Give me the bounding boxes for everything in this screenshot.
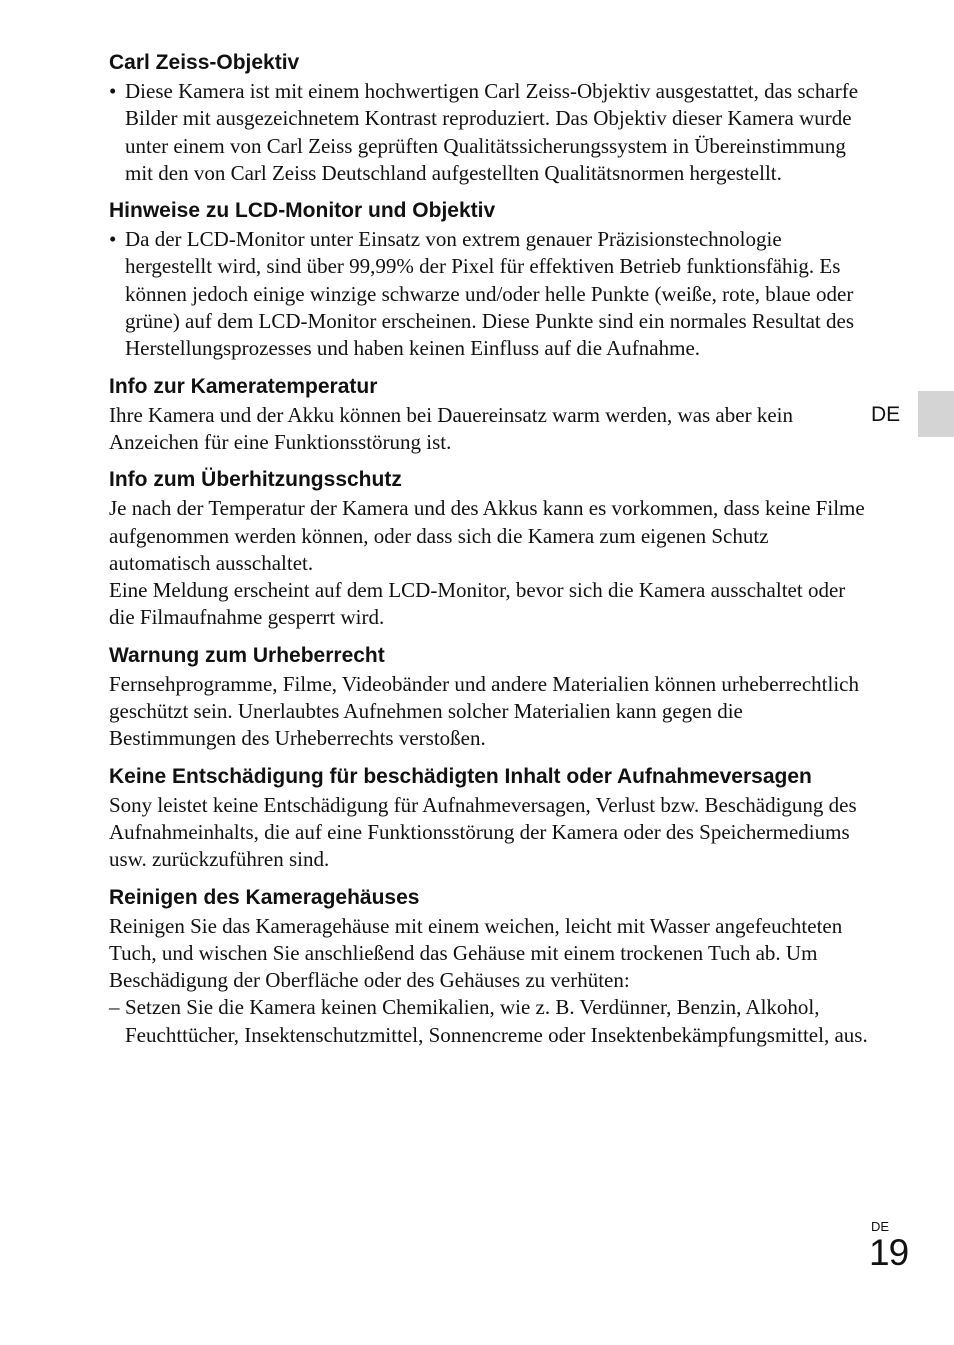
bullet-icon: • xyxy=(109,227,117,252)
dash-icon: – xyxy=(109,995,120,1020)
heading-lcd-monitor: Hinweise zu LCD-Monitor und Objektiv xyxy=(109,199,496,223)
paragraph-cleaning: Reinigen Sie das Kameragehäuse mit einem weichen, leicht mit Wasser angefeuchteten Tuch, und wischen Sie anschließend das Gehäuse mit einem trockenen Tuch ab. Um Beschädigung der Oberfläche oder des Gehäuses zu verhüten: xyxy=(109,913,843,993)
bullet-carl-zeiss xyxy=(109,78,869,187)
paragraph-no-compensation: Sony leistet keine Entschädigung für Aufnahmeversagen, Verlust bzw. Beschädigung des Aufnahmeinhalts, die auf eine Funktionsstörung der Kamera oder des Speichermediums usw. zurückzuführen sind. xyxy=(109,792,857,872)
page-content xyxy=(109,48,869,1049)
dash-item-cleaning xyxy=(109,994,869,1049)
heading-no-compensation: Keine Entschädigung für beschädigten Inhalt oder Aufnahmeversagen xyxy=(109,764,812,788)
bullet-icon: • xyxy=(109,79,117,103)
bullet-lcd-monitor xyxy=(109,226,869,362)
heading-copyright-warning: Warnung zum Urheberrecht xyxy=(109,643,385,667)
paragraph-overheat-2: Eine Meldung erscheint auf dem LCD-Monitor, bevor sich die Kamera ausschaltet oder die Filmaufnahme gesperrt wird. xyxy=(109,578,846,630)
heading-camera-temperature: Info zur Kameratemperatur xyxy=(109,374,378,398)
bullet-lcd-monitor-text: Da der LCD-Monitor unter Einsatz von extrem genauer Präzisionstechnologie hergestellt wird, sind über 99,99% der Pixel für effektiven Betrieb funktionsfähig. Es können jedoch einige winzige schwarze und/oder helle Punkte (weiße, rote, blaue oder grüne) auf dem LCD-Monitor erscheinen. Diese Punkte sind ein normales Resultat des Herstellungsprozesses und haben keinen Einfluss auf die Aufnahme. xyxy=(125,227,854,361)
paragraph-copyright: Fernsehprogramme, Filme, Videobänder und andere Materialien können urheberrechtlich geschützt sein. Unerlaubtes Aufnehmen solcher Materialien kann gegen die Bestimmungen des Urheberrechts verstoßen. xyxy=(109,671,860,751)
paragraph-overheat-1: Je nach der Temperatur der Kamera und des Akkus kann es vorkommen, dass keine Filme aufgenommen werden können, oder dass sich die Kamera zum eigenen Schutz automatisch ausschaltet. xyxy=(109,496,865,575)
bullet-carl-zeiss-text: Diese Kamera ist mit einem hochwertigen Carl Zeiss-Objektiv ausgestattet, das scharfe Bilder mit ausgezeichnetem Kontrast reproduziert. Das Objektiv dieser Kamera wurde unter einem von Carl Zeiss geprüften Qualitätssicherungssystem in Übereinstimmung mit den von Carl Zeiss Deutschland aufgestellten Qualitätsnormen hergestellt. xyxy=(125,79,859,185)
paragraph-camera-temperature: Ihre Kamera und der Akku können bei Dauereinsatz warm werden, was aber kein Anzeichen für eine Funktionsstörung ist. xyxy=(109,402,793,454)
page-number: 19 xyxy=(869,1232,909,1273)
page-language-marker: DE xyxy=(871,1219,890,1234)
dash-item-cleaning-text: Setzen Sie die Kamera keinen Chemikalien, wie z. B. Verdünner, Benzin, Alkohol, Feuchttücher, Insektenschutzmittel, Sonnencreme oder Insektenbekämpfungsmittel, aus. xyxy=(125,995,868,1047)
language-side-tab xyxy=(918,391,954,437)
language-side-label: DE xyxy=(871,403,901,426)
heading-cleaning: Reinigen des Kameragehäuses xyxy=(109,885,420,909)
heading-overheat-protection: Info zum Überhitzungsschutz xyxy=(109,468,402,492)
heading-carl-zeiss: Carl Zeiss-Objektiv xyxy=(109,51,300,74)
